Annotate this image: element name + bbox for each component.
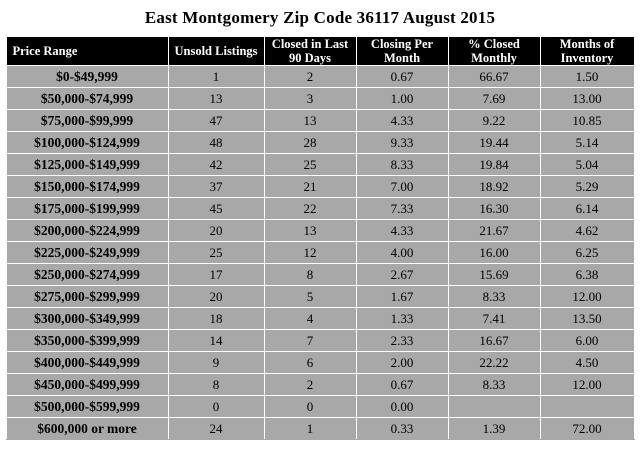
cell-months-of-inventory: 5.29 <box>540 176 634 198</box>
cell-range: $200,000-$224,999 <box>6 220 168 242</box>
cell-months-of-inventory: 1.50 <box>540 66 634 88</box>
cell-closed-last-90-days: 28 <box>264 132 356 154</box>
table-row <box>6 66 634 88</box>
table-row <box>6 418 634 440</box>
cell-unsold-listings: 14 <box>168 330 264 352</box>
cell-range: $125,000-$149,999 <box>6 154 168 176</box>
table-row <box>6 374 634 396</box>
cell-range: $50,000-$74,999 <box>6 88 168 110</box>
cell-closing-per-month: 7.33 <box>356 198 448 220</box>
cell-closing-per-month: 2.67 <box>356 264 448 286</box>
cell-closing-per-month: 9.33 <box>356 132 448 154</box>
cell-months-of-inventory: 5.14 <box>540 132 634 154</box>
cell-percent-closed-monthly: 15.69 <box>448 264 540 286</box>
cell-unsold-listings: 9 <box>168 352 264 374</box>
cell-closing-per-month: 1.00 <box>356 88 448 110</box>
cell-closing-per-month: 0.67 <box>356 374 448 396</box>
table-row <box>6 352 634 374</box>
cell-unsold-listings: 0 <box>168 396 264 418</box>
cell-percent-closed-monthly: 21.67 <box>448 220 540 242</box>
cell-range: $0-$49,999 <box>6 66 168 88</box>
cell-percent-closed-monthly: 7.69 <box>448 88 540 110</box>
cell-closed-last-90-days: 13 <box>264 220 356 242</box>
cell-unsold-listings: 25 <box>168 242 264 264</box>
cell-months-of-inventory: 10.85 <box>540 110 634 132</box>
table-row <box>6 396 634 418</box>
cell-percent-closed-monthly: 7.41 <box>448 308 540 330</box>
cell-unsold-listings: 37 <box>168 176 264 198</box>
cell-months-of-inventory: 4.50 <box>540 352 634 374</box>
cell-months-of-inventory: 6.38 <box>540 264 634 286</box>
cell-range: $225,000-$249,999 <box>6 242 168 264</box>
table-header <box>6 37 634 66</box>
cell-range: $75,000-$99,999 <box>6 110 168 132</box>
cell-closed-last-90-days: 22 <box>264 198 356 220</box>
cell-closed-last-90-days: 2 <box>264 66 356 88</box>
cell-closing-per-month: 2.00 <box>356 352 448 374</box>
cell-closed-last-90-days: 21 <box>264 176 356 198</box>
cell-percent-closed-monthly: 1.39 <box>448 418 540 440</box>
cell-range: $600,000 or more <box>6 418 168 440</box>
cell-months-of-inventory: 13.00 <box>540 88 634 110</box>
inventory-table <box>6 36 635 440</box>
cell-range: $175,000-$199,999 <box>6 198 168 220</box>
cell-percent-closed-monthly: 8.33 <box>448 286 540 308</box>
cell-percent-closed-monthly: 16.67 <box>448 330 540 352</box>
cell-unsold-listings: 42 <box>168 154 264 176</box>
cell-percent-closed-monthly: 19.84 <box>448 154 540 176</box>
table-row <box>6 88 634 110</box>
cell-closing-per-month: 1.67 <box>356 286 448 308</box>
cell-percent-closed-monthly: 19.44 <box>448 132 540 154</box>
cell-closed-last-90-days: 25 <box>264 154 356 176</box>
table-row <box>6 330 634 352</box>
cell-unsold-listings: 45 <box>168 198 264 220</box>
cell-unsold-listings: 8 <box>168 374 264 396</box>
cell-months-of-inventory: 6.25 <box>540 242 634 264</box>
cell-range: $450,000-$499,999 <box>6 374 168 396</box>
cell-closed-last-90-days: 1 <box>264 418 356 440</box>
cell-months-of-inventory: 12.00 <box>540 374 634 396</box>
cell-months-of-inventory: 13.50 <box>540 308 634 330</box>
cell-unsold-listings: 20 <box>168 220 264 242</box>
cell-range: $400,000-$449,999 <box>6 352 168 374</box>
cell-closing-per-month: 1.33 <box>356 308 448 330</box>
cell-range: $275,000-$299,999 <box>6 286 168 308</box>
cell-unsold-listings: 1 <box>168 66 264 88</box>
cell-closed-last-90-days: 6 <box>264 352 356 374</box>
cell-percent-closed-monthly <box>448 396 540 418</box>
table-row <box>6 264 634 286</box>
cell-closing-per-month: 2.33 <box>356 330 448 352</box>
cell-percent-closed-monthly: 16.30 <box>448 198 540 220</box>
column-header-months-of-inventory: Months of Inventory <box>540 37 634 66</box>
cell-months-of-inventory: 6.00 <box>540 330 634 352</box>
cell-percent-closed-monthly: 8.33 <box>448 374 540 396</box>
cell-closed-last-90-days: 0 <box>264 396 356 418</box>
cell-closing-per-month: 7.00 <box>356 176 448 198</box>
cell-closed-last-90-days: 12 <box>264 242 356 264</box>
cell-range: $300,000-$349,999 <box>6 308 168 330</box>
table-row <box>6 198 634 220</box>
cell-closing-per-month: 0.33 <box>356 418 448 440</box>
cell-months-of-inventory: 4.62 <box>540 220 634 242</box>
cell-unsold-listings: 18 <box>168 308 264 330</box>
cell-unsold-listings: 48 <box>168 132 264 154</box>
cell-closed-last-90-days: 5 <box>264 286 356 308</box>
cell-closed-last-90-days: 2 <box>264 374 356 396</box>
cell-closing-per-month: 4.33 <box>356 110 448 132</box>
cell-percent-closed-monthly: 9.22 <box>448 110 540 132</box>
cell-closed-last-90-days: 8 <box>264 264 356 286</box>
cell-closed-last-90-days: 13 <box>264 110 356 132</box>
cell-range: $500,000-$599,999 <box>6 396 168 418</box>
table-row <box>6 176 634 198</box>
cell-unsold-listings: 17 <box>168 264 264 286</box>
cell-unsold-listings: 24 <box>168 418 264 440</box>
column-header-closed-last-90-days: Closed in Last 90 Days <box>264 37 356 66</box>
table-row <box>6 110 634 132</box>
cell-months-of-inventory: 5.04 <box>540 154 634 176</box>
cell-range: $150,000-$174,999 <box>6 176 168 198</box>
cell-closed-last-90-days: 4 <box>264 308 356 330</box>
column-header-unsold-listings: Unsold Listings <box>168 37 264 66</box>
column-header-price-range: Price Range <box>6 37 168 66</box>
cell-months-of-inventory: 72.00 <box>540 418 634 440</box>
cell-closed-last-90-days: 7 <box>264 330 356 352</box>
cell-closing-per-month: 0.67 <box>356 66 448 88</box>
page-title: East Montgomery Zip Code 36117 August 2015 <box>144 8 496 27</box>
column-header-closing-per-month: Closing Per Month <box>356 37 448 66</box>
cell-closed-last-90-days: 3 <box>264 88 356 110</box>
table-row <box>6 286 634 308</box>
table-row <box>6 308 634 330</box>
cell-closing-per-month: 4.00 <box>356 242 448 264</box>
header-row <box>6 37 634 66</box>
cell-percent-closed-monthly: 18.92 <box>448 176 540 198</box>
table-row <box>6 220 634 242</box>
cell-percent-closed-monthly: 66.67 <box>448 66 540 88</box>
table-body <box>6 66 634 440</box>
cell-closing-per-month: 8.33 <box>356 154 448 176</box>
cell-unsold-listings: 13 <box>168 88 264 110</box>
cell-months-of-inventory: 12.00 <box>540 286 634 308</box>
cell-range: $100,000-$124,999 <box>6 132 168 154</box>
cell-unsold-listings: 47 <box>168 110 264 132</box>
column-header-percent-closed-monthly: % Closed Monthly <box>448 37 540 66</box>
cell-range: $250,000-$274,999 <box>6 264 168 286</box>
table-row <box>6 154 634 176</box>
cell-percent-closed-monthly: 16.00 <box>448 242 540 264</box>
cell-unsold-listings: 20 <box>168 286 264 308</box>
cell-closing-per-month: 4.33 <box>356 220 448 242</box>
table-row <box>6 242 634 264</box>
table-row <box>6 132 634 154</box>
cell-percent-closed-monthly: 22.22 <box>448 352 540 374</box>
cell-range: $350,000-$399,999 <box>6 330 168 352</box>
cell-months-of-inventory <box>540 396 634 418</box>
cell-months-of-inventory: 6.14 <box>540 198 634 220</box>
cell-closing-per-month: 0.00 <box>356 396 448 418</box>
